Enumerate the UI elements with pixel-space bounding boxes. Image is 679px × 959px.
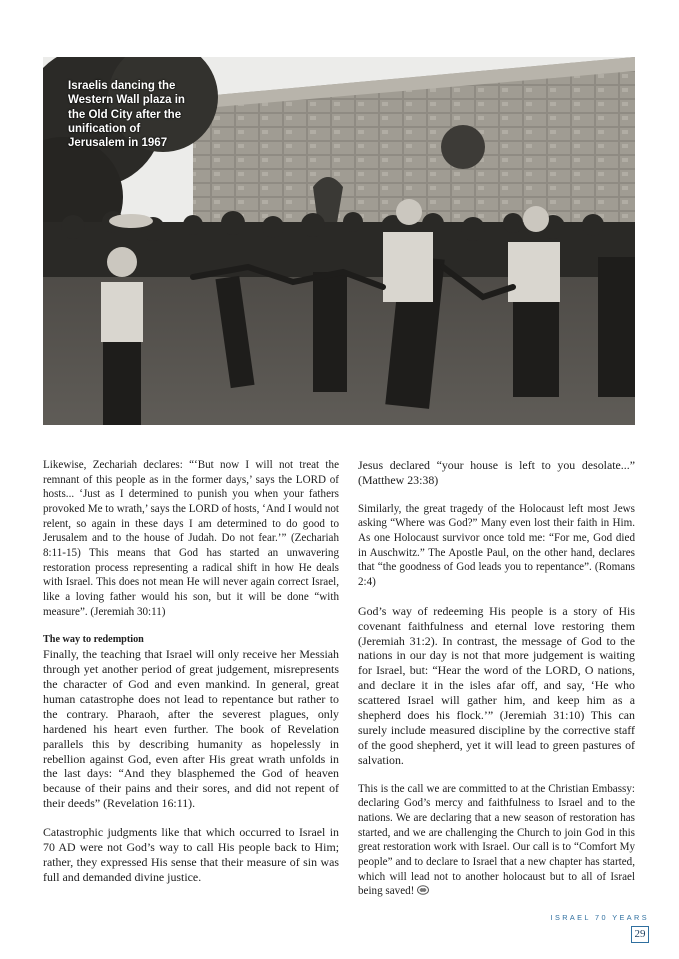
paragraph: Likewise, Zechariah declares: “‘But now I will not treat the remnant of this people as in the former days,’ says the LORD of hosts... ‘Just as I determined to punish you when your fathers provoked Me to wrath,’ says the LORD of hosts, ‘And I would not relent, so again in these days I am determined to do good to Jerusalem and to the house of Judah. Do not fear.’” (Zechariah 8:11-15) This means that God has started an unwavering restoration process representing a radical shift in how He deals with Israel. This does not mean He will never again correct Israel, like a loving father would his son, but it will be done “with measure”. (Jeremiah 30:11)	[43, 459, 339, 618]
paragraph: God’s way of redeeming His people is a story of His covenant faithfulness and eternal love restoring them (Jeremiah 31:2). In contrast, the message of God to the nations in our day is not that more judgement is waiting for Israel, but: “Hear the word of the LORD, O nations, and declare it in the isles afar off, and say, ‘He who scattered Israel will gather him, and keep him as a shepherd does his flock.’” (Jeremiah 31:10) This can surely include measured discipline by the corrective staff of the good shepherd, yet it will lead to green pastures of salvation.	[358, 603, 635, 767]
paragraph	[358, 782, 635, 899]
paragraph: Catastrophic judgments like that which occurred to Israel in 70 AD were not God’s way to call His people back to Him; rather, they expressed His sense that their measure of sin was full and demanded divine justice.	[43, 825, 339, 884]
paragraph: Jesus declared “your house is left to you desolate...” (Matthew 23:38)	[358, 458, 635, 487]
paragraph-text: This is the call we are committed to at the Christian Embassy: declaring God’s mercy and faithfulness to Israel and to the nations. We are declaring that a new season of restoration has started, and we are challenging the Church to join God in this great restoration work with Israel. Our call is to “Comfort My people” and to declare to Israel that a new chapter has started, which will lead not to another holocaust but to all of Israel being saved!	[358, 782, 635, 898]
paragraph: Finally, the teaching that Israel will only receive her Messiah through yet another period of great judgement, misrepresents the character of God and even mankind. In general, great human catastrophe does not lead to repentance but rather to the contrary. Pharaoh, after the severest plagues, only hardened his heart even further. The book of Revelation parallels this by describing humanity as hopelessly in rebellion against God, even after His great wrath unfolds in the last days: “And they blasphemed the God of heaven because of their pains and their sores, and did not repent of their deeds” (Revelation 16:11).	[43, 647, 339, 811]
right-column	[358, 458, 635, 913]
page-number: 29	[631, 926, 649, 943]
left-column	[43, 458, 339, 899]
paragraph: Similarly, the great tragedy of the Holocaust left most Jews asking “Where was God?” Many even lost their faith in Him. As one Holocaust survivor once told me: “For me, God died in Auschwitz.” The Apostle Paul, on the other hand, declares that “the goodness of God leads you to repentance”. (Romans 2:4)	[358, 502, 635, 589]
end-of-article-icon	[417, 885, 429, 895]
magazine-title: ISRAEL 70 YEARS	[550, 913, 649, 922]
section-heading: The way to redemption	[43, 634, 144, 646]
article-photo	[43, 57, 635, 425]
photo-caption: Israelis dancing the Western Wall plaza in the Old City after the unification of Jerusalem in 1967	[68, 80, 185, 150]
